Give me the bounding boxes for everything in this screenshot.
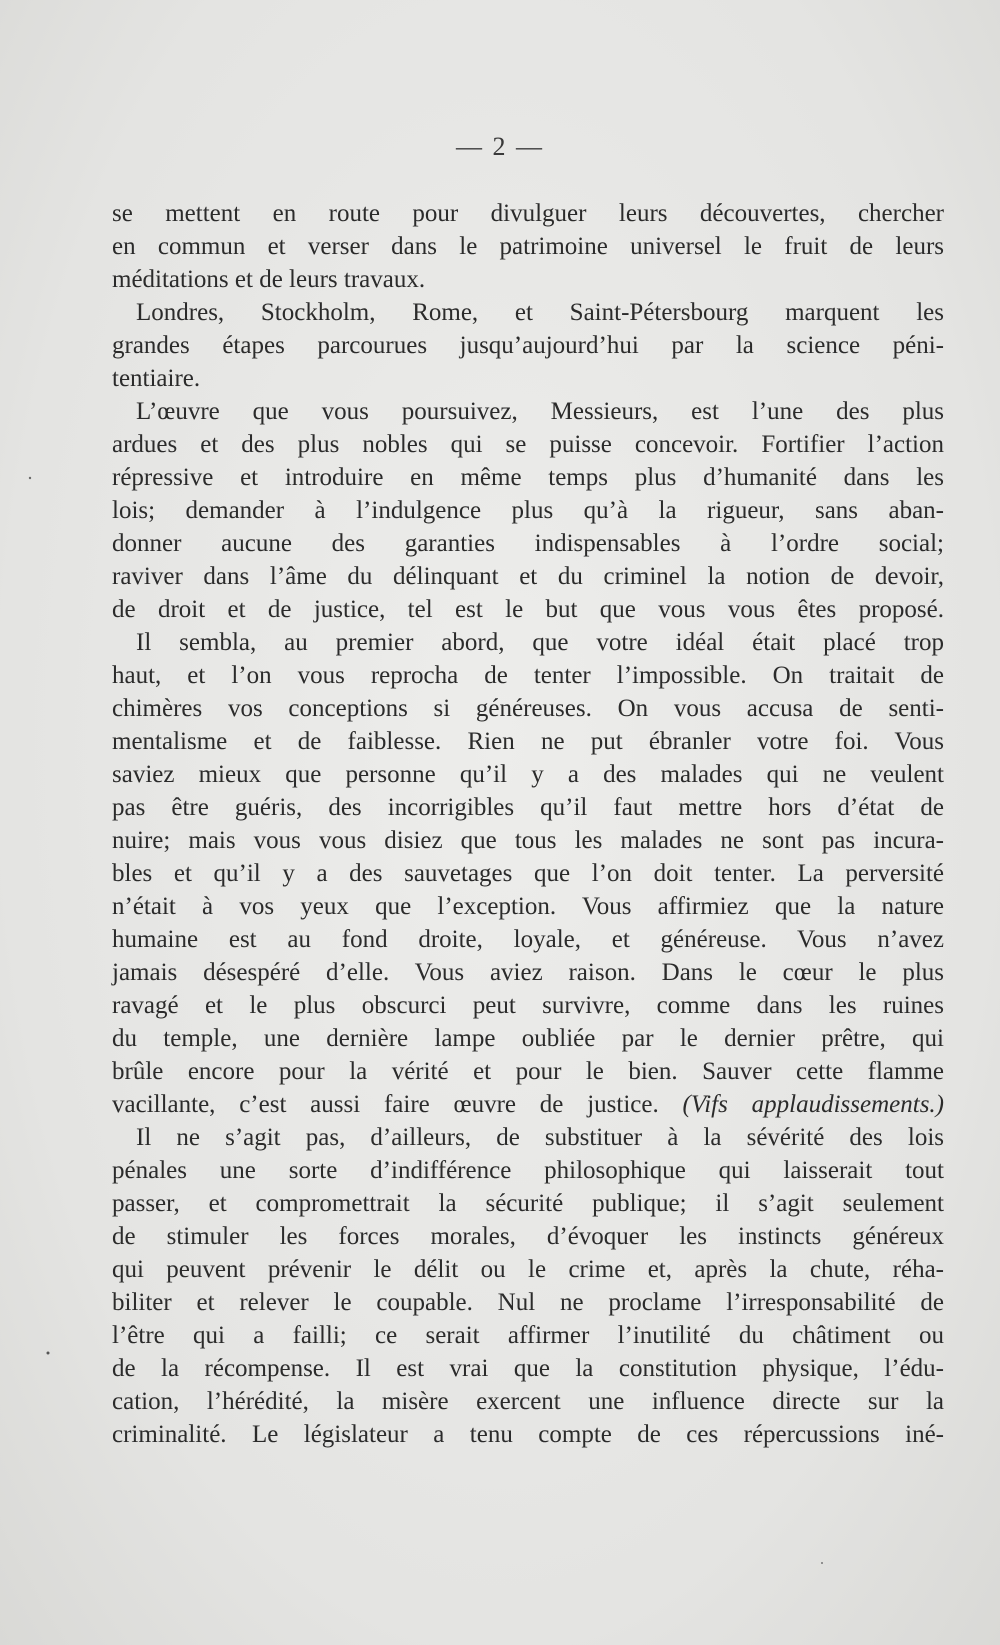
text-line-segment: vacillante, c’est aussi faire œuvre de justice. [112,1091,659,1118]
text-line: de droit et de justice, tel est le but que vous vous êtes proposé. [112,596,944,623]
text-line: pas être guéris, des incorrigibles qu’il faut mettre hors d’état de [112,794,944,821]
text-line: lois; demander à l’indulgence plus qu’à la rigueur, sans aban- [112,497,944,524]
text-line: qui peuvent prévenir le délit ou le crime et, après la chute, réha- [112,1256,944,1283]
text-line: l’être qui a failli; ce serait affirmer l’inutilité du châtiment ou [112,1322,944,1349]
text-line: méditations et de leurs travaux. [112,266,426,293]
text-line: passer, et compromettrait la sécurité publique; il s’agit seulement [112,1190,944,1217]
text-line: donner aucune des garanties indispensables à l’ordre social; [112,530,944,557]
text-line: bles et qu’il y a des sauvetages que l’on doit tenter. La perversité [112,860,944,887]
text-line: pénales une sorte d’indifférence philosophique qui laisserait tout [112,1157,944,1184]
text-line: grandes étapes parcourues jusqu’aujourd’hui par la science péni- [112,332,944,359]
text-line: ardues et des plus nobles qui se puisse concevoir. Fortifier l’action [112,431,944,458]
text-line: humaine est au fond droite, loyale, et généreuse. Vous n’avez [112,926,944,953]
text-line: Il ne s’agit pas, d’ailleurs, de substituer à la sévérité des lois [136,1124,944,1151]
text-line: brûle encore pour la vérité et pour le bien. Sauver cette flamme [112,1058,944,1085]
text-line: ravagé et le plus obscurci peut survivre, comme dans les ruines [112,992,944,1019]
text-line-with-applause [112,1088,944,1121]
text-line: en commun et verser dans le patrimoine universel le fruit de leurs [112,233,944,260]
text-line: se mettent en route pour divulguer leurs découvertes, chercher [112,200,944,227]
text-line: L’œuvre que vous poursuivez, Messieurs, est l’une des plus [136,398,944,425]
text-line: chimères vos conceptions si généreuses. On vous accusa de senti- [112,695,944,722]
text-line: du temple, une dernière lampe oubliée par le dernier prêtre, qui [112,1025,944,1052]
text-line: mentalisme et de faiblesse. Rien ne put ébranler votre foi. Vous [112,728,944,755]
paper-speck [47,1352,50,1355]
paper-speck [821,1562,823,1564]
text-line: Il sembla, au premier abord, que votre idéal était placé trop [136,629,944,656]
text-line: jamais désespéré d’elle. Vous aviez raison. Dans le cœur le plus [112,959,944,986]
text-line: criminalité. Le législateur a tenu compte de ces répercussions iné- [112,1421,944,1448]
text-line: tentiaire. [112,365,201,392]
text-line: raviver dans l’âme du délinquant et du criminel la notion de devoir, [112,563,944,590]
text-line: de la récompense. Il est vrai que la constitution physique, l’édu- [112,1355,944,1382]
body-text [112,197,944,1451]
text-line: cation, l’hérédité, la misère exercent une influence directe sur la [112,1388,944,1415]
text-line: de stimuler les forces morales, d’évoquer les instincts généreux [112,1223,944,1250]
applause-note: (Vifs applaudissements.) [682,1091,944,1118]
text-line: haut, et l’on vous reprocha de tenter l’impossible. On traitait de [112,662,944,689]
text-line: saviez mieux que personne qu’il y a des malades qui ne veulent [112,761,944,788]
paper-speck [29,477,31,479]
text-line: n’était à vos yeux que l’exception. Vous affirmiez que la nature [112,893,944,920]
text-line: Londres, Stockholm, Rome, et Saint-Pétersbourg marquent les [136,299,944,326]
text-line: biliter et relever le coupable. Nul ne proclame l’irresponsabilité de [112,1289,944,1316]
text-line: nuire; mais vous vous disiez que tous les malades ne sont pas incura- [112,827,944,854]
text-line: répressive et introduire en même temps plus d’humanité dans les [112,464,944,491]
page-number: — 2 — [456,132,544,161]
